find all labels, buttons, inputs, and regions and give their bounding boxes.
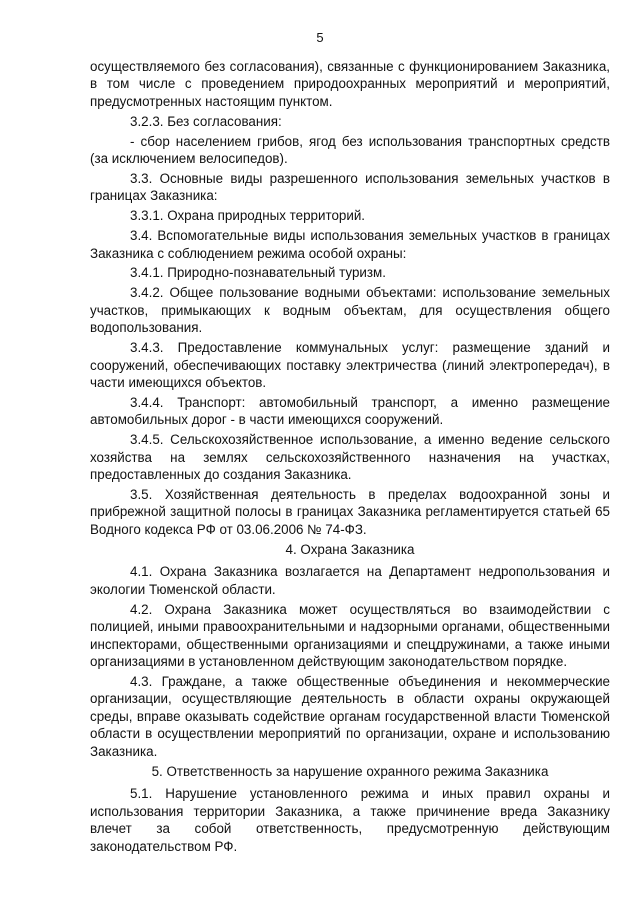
paragraph-3-2-3: 3.2.3. Без согласования: [130, 113, 282, 129]
section-4-heading: 4. Охрана Заказника [285, 542, 415, 558]
paragraph-3-4-4: 3.4.4. Транспорт: автомобильный транспорт, а именно размещение автомобильных дорог - в части имеющихся сооружений. [90, 394, 610, 428]
paragraph-3-3: 3.3. Основные виды разрешенного использования земельных участков в границах Заказника: [90, 170, 610, 204]
paragraph-3-5: 3.5. Хозяйственная деятельность в пределах водоохранной зоны и прибрежной защитной полосы в границах Заказника регламентируется статьей 65 Водного кодекса РФ от 03.06.2006 № 74-ФЗ. [90, 486, 610, 537]
paragraph-3-4: 3.4. Вспомогательные виды использования земельных участков в границах Заказника с соблюдением режима особой охраны: [90, 228, 610, 261]
paragraph-5-1: 5.1. Нарушение установленного режима и иных правил охраны и использования территории Заказника, а также причинение вреда Заказнику влечет за собой ответственность, предусмотренную действующим законодательством РФ. [90, 786, 610, 854]
paragraph-4-3: 4.3. Граждане, а также общественные объединения и некоммерческие организации, осуществляющие деятельность в области охраны окружающей среды, вправе оказывать содействие органам государственной власти Тюменской области в осуществлении мероприятий по организации, охране и использованию Заказника. [90, 673, 610, 759]
paragraph-3-2-3-item: - сбор населением грибов, ягод без использования транспортных средств (за исключением велосипедов). [90, 133, 610, 167]
section-5-heading: 5. Ответственность за нарушение охранного режима Заказника [151, 763, 549, 779]
page-number: 5 [316, 30, 324, 45]
paragraph-3-4-3: 3.4.3. Предоставление коммунальных услуг: размещение зданий и сооружений, обеспечивающих поставку электричества (линий электропередач), в части имеющихся объектов. [90, 340, 610, 390]
paragraph-continuation: осуществляемого без согласования), связанные с функционированием Заказника, в том числе с проведением природоохранных мероприятий и мероприятий, предусмотренных настоящим пунктом. [90, 59, 610, 109]
paragraph-3-3-1: 3.3.1. Охрана природных территорий. [130, 208, 366, 224]
paragraph-3-4-5: 3.4.5. Сельскохозяйственное использование, а именно ведение сельского хозяйства на землях сельскохозяйственного назначения на участках, предоставленных до создания Заказника. [90, 432, 610, 482]
paragraph-4-2: 4.2. Охрана Заказника может осуществляться во взаимодействии с полицией, иными правоохранительными и надзорными органами, общественными инспекторами, общественными организациями и спецдружинами, а также иными организациями в установленном действующим законодательством порядке. [90, 601, 610, 669]
paragraph-3-4-2: 3.4.2. Общее пользование водными объектами: использование земельных участков, примыкающих к водным объектам, для осуществления общего водопользования. [90, 285, 610, 336]
paragraph-3-4-1: 3.4.1. Природно-познавательный туризм. [130, 265, 386, 281]
paragraph-4-1: 4.1. Охрана Заказника возлагается на Департамент недропользования и экологии Тюменской области. [90, 564, 610, 597]
document-body [90, 58, 610, 857]
